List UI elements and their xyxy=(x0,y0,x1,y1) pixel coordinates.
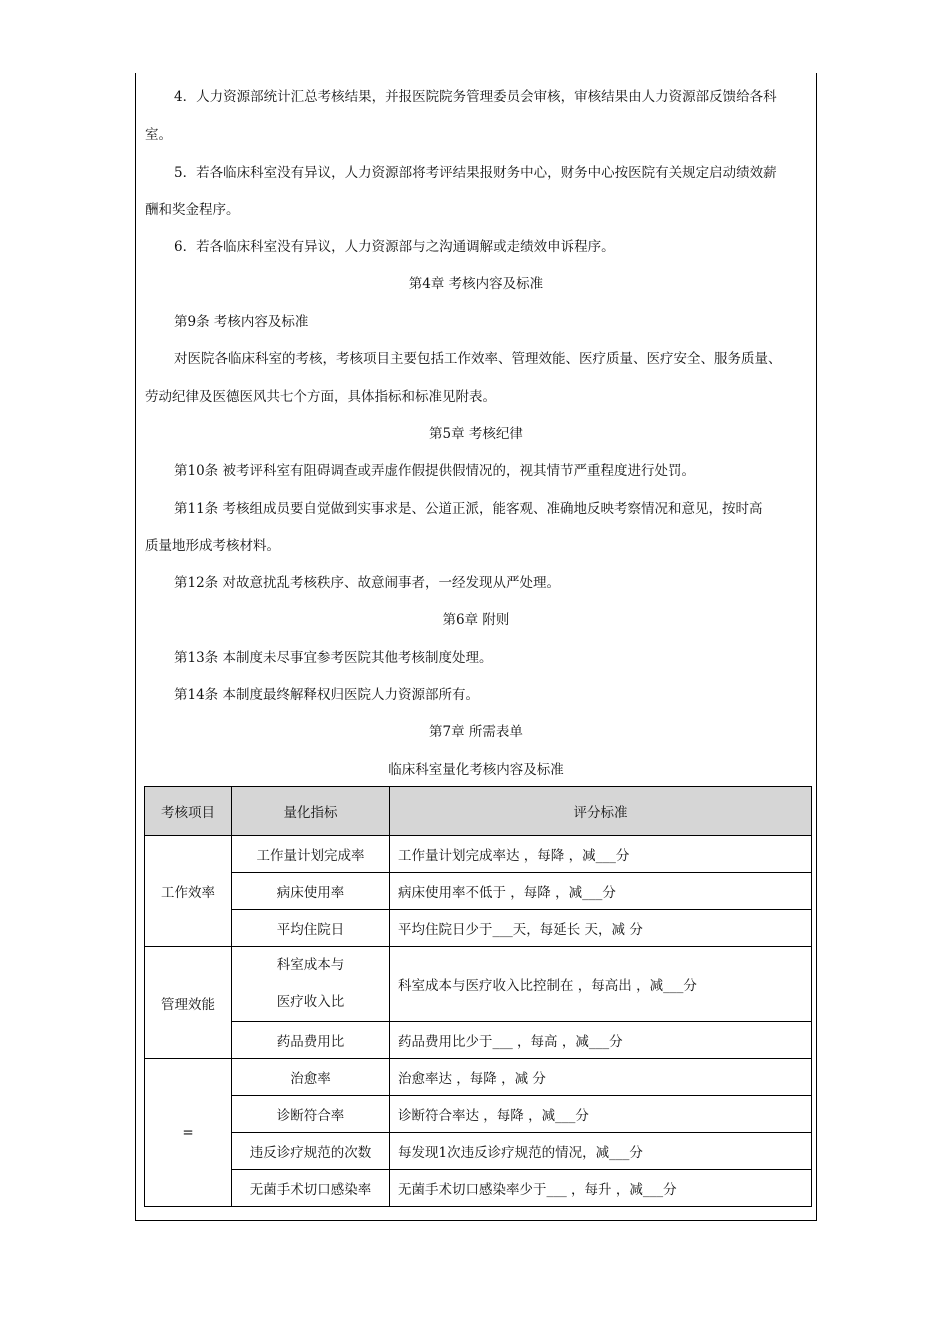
article-13: 第13条 本制度未尽事宜参考医院其他考核制度处理。 xyxy=(174,650,493,666)
category-cell: 工作效率 xyxy=(145,836,232,947)
article-11-line2: 质量地形成考核材料。 xyxy=(145,538,280,554)
indicator-cell: 违反诊疗规范的次数 xyxy=(232,1133,390,1170)
indicator-cell xyxy=(232,947,390,1022)
paragraph-item-4-line1: 4．人力资源部统计汇总考核结果，并报医院院务管理委员会审核，审核结果由人力资源部反馈给各科 xyxy=(174,89,777,105)
table-row xyxy=(145,1096,812,1133)
table-row xyxy=(145,873,812,910)
standard-cell: 每发现1次违反诊疗规范的情况，减___分 xyxy=(390,1133,812,1170)
paragraph-item-4-line2: 室。 xyxy=(145,127,172,143)
indicator-cell: 无菌手术切口感染率 xyxy=(232,1170,390,1207)
chapter-5-heading: 第5章 考核纪律 xyxy=(429,426,523,442)
standard-cell: 平均住院日少于___天，每延长 天，减 分 xyxy=(390,910,812,947)
chapter-6-heading: 第6章 附则 xyxy=(442,612,510,628)
indicator-cell: 药品费用比 xyxy=(232,1022,390,1059)
standard-cell: 病床使用率不低于 ，每降 ，减___分 xyxy=(390,873,812,910)
standard-cell: 工作量计划完成率达 ，每降 ，减___分 xyxy=(390,836,812,873)
table-header-row xyxy=(145,787,812,836)
article-9-body-line2: 劳动纪律及医德医风共七个方面，具体指标和标准见附表。 xyxy=(145,389,496,405)
header-standard: 评分标准 xyxy=(390,787,812,836)
indicator-cell: 病床使用率 xyxy=(232,873,390,910)
table-title: 临床科室量化考核内容及标准 xyxy=(388,762,564,778)
paragraph-item-5-line2: 酬和奖金程序。 xyxy=(145,202,240,218)
header-category: 考核项目 xyxy=(145,787,232,836)
paragraph-item-5-line1: 5．若各临床科室没有异议，人力资源部将考评结果报财务中心，财务中心按医院有关规定启动绩效薪 xyxy=(174,165,777,181)
category-cell: 管理效能 xyxy=(145,947,232,1059)
standard-cell: 治愈率达 ，每降 ，减 分 xyxy=(390,1059,812,1096)
paragraph-item-6: 6．若各临床科室没有异议，人力资源部与之沟通调解或走绩效申诉程序。 xyxy=(174,239,615,255)
article-9-heading: 第9条 考核内容及标准 xyxy=(174,314,309,330)
indicator-cell: 诊断符合率 xyxy=(232,1096,390,1133)
standard-cell: 药品费用比少于___ ，每高 ，减___分 xyxy=(390,1022,812,1059)
table-row xyxy=(145,1133,812,1170)
table-row xyxy=(145,910,812,947)
table-row xyxy=(145,1059,812,1096)
indicator-cell: 治愈率 xyxy=(232,1059,390,1096)
article-9-body-line1: 对医院各临床科室的考核，考核项目主要包括工作效率、管理效能、医疗质量、医疗安全、服务质量、 xyxy=(174,351,782,367)
table-row xyxy=(145,836,812,873)
table-row xyxy=(145,1022,812,1059)
header-indicator: 量化指标 xyxy=(232,787,390,836)
indicator-line: 科室成本与 xyxy=(276,957,345,973)
standard-cell: 无菌手术切口感染率少于___ ，每升 ，减___分 xyxy=(390,1170,812,1207)
assessment-table xyxy=(144,786,812,1207)
table-row xyxy=(145,1170,812,1207)
chapter-7-heading: 第7章 所需表单 xyxy=(429,724,523,740)
standard-cell: 科室成本与医疗收入比控制在 ，每高出 ，减___分 xyxy=(390,947,812,1022)
table-row xyxy=(145,947,812,1022)
chapter-4-heading: 第4章 考核内容及标准 xyxy=(408,276,544,292)
indicator-line: 医疗收入比 xyxy=(276,994,345,1010)
article-14: 第14条 本制度最终解释权归医院人力资源部所有。 xyxy=(174,687,479,703)
article-10: 第10条 被考评科室有阻碍调查或弄虚作假提供假情况的，视其情节严重程度进行处罚。 xyxy=(174,463,695,479)
standard-cell: 诊断符合率达 ，每降 ，减___分 xyxy=(390,1096,812,1133)
indicator-cell: 平均住院日 xyxy=(232,910,390,947)
article-12: 第12条 对故意扰乱考核秩序、故意闹事者，一经发现从严处理。 xyxy=(174,575,560,591)
category-cell: = xyxy=(145,1059,232,1207)
article-11-line1: 第11条 考核组成员要自觉做到实事求是、公道正派，能客观、准确地反映考察情况和意见，按时高 xyxy=(174,501,763,517)
indicator-cell: 工作量计划完成率 xyxy=(232,836,390,873)
